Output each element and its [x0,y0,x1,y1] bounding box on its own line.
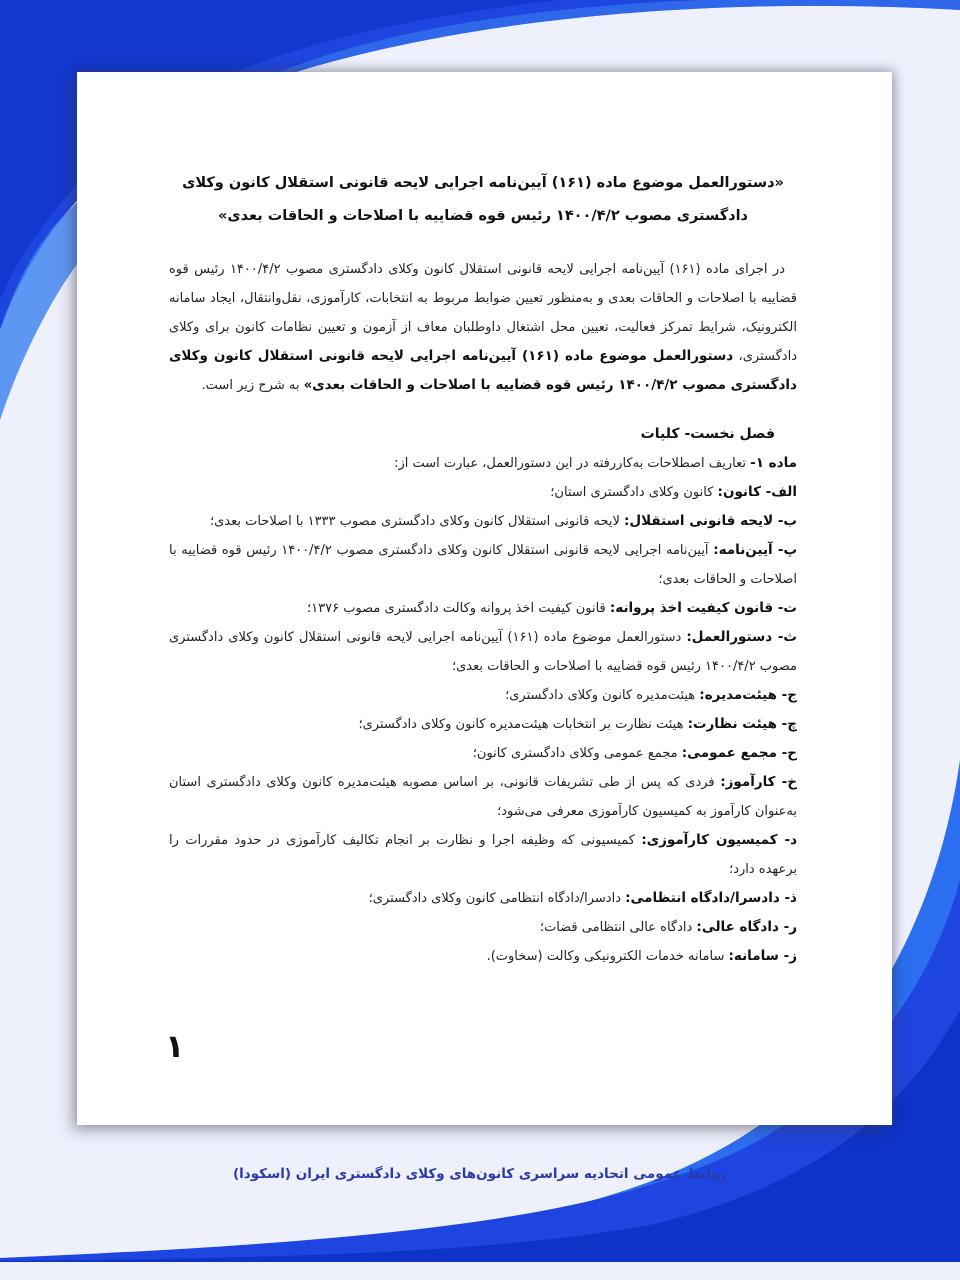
definition-item [169,739,797,768]
definition-item [169,681,797,710]
definition-item [169,594,797,623]
definition-text: لایحه قانونی استقلال کانون وکلای دادگستری مصوب ۱۳۳۳ با اصلاحات بعدی؛ [209,514,625,529]
definition-term: ج- هیئت‌مدیره: [699,687,797,703]
definition-text: هیئت نظارت بر انتخابات هیئت‌مدیره کانون وکلای دادگستری؛ [358,717,688,732]
definition-item [169,768,797,826]
definition-text: قانون کیفیت اخذ پروانه وکالت دادگستری مصوب ۱۳۷۶؛ [306,601,610,616]
definition-term: الف- کانون: [717,484,797,500]
document-title: «دستورالعمل موضوع ماده (۱۶۱) آیین‌نامه اجرایی لایحه قانونی استقلال کانون وکلای دادگستری مصوب ۱۴۰۰/۴/۲ رئیس قوه قضاییه با اصلاحات و الحاقات بعدی» [182,175,784,224]
definition-text: سامانه خدمات الکترونیکی وکالت (سخاوت). [486,949,729,964]
definition-text: دادسرا/دادگاه انتظامی کانون وکلای دادگستری؛ [368,891,626,906]
intro-bold-text: دستورالعمل موضوع ماده (۱۶۱) آیین‌نامه اجرایی لایحه قانونی استقلال کانون وکلای دادگستری مصوب ۱۴۰۰/۴/۲ رئیس قوه قضاییه با اصلاحات و الحاقات بعدی» [169,348,797,393]
definition-term: ب- لایحه قانونی استقلال: [624,513,797,529]
article-1 [169,449,797,478]
definition-item [169,884,797,913]
article-text: تعاریف اصطلاحات به‌کاررفته در این دستورالعمل، عبارت است از: [394,456,751,471]
definition-term: خ- کارآموز: [720,774,797,790]
definition-item [169,623,797,681]
definition-item [169,507,797,536]
definition-text: دستورالعمل موضوع ماده (۱۶۱) آیین‌نامه اجرایی لایحه قانونی استقلال کانون وکلای دادگستری مصوب ۱۴۰۰/۴/۲ رئیس قوه قضاییه با اصلاحات و الحاقات بعدی؛ [169,630,797,674]
definition-term: ز- سامانه: [728,948,797,964]
definition-item [169,826,797,884]
definition-item [169,478,797,507]
definition-item [169,913,797,942]
definition-item [169,942,797,971]
definition-term: د- کمیسیون کارآموزی: [641,832,798,848]
definition-term: ر- دادگاه عالی: [696,919,797,935]
document-content [169,167,797,971]
intro-text: در اجرای ماده (۱۶۱) آیین‌نامه اجرایی لایحه قانونی استقلال کانون وکلای دادگستری مصوب ۱۴۰۰/۴/۲ رئیس قوه قضاییه با اصلاحات و الحاقات بعدی و به‌منظور تعیین ضوابط مربوط به انتخابات، کارآموزی، نقل‌وانتقال، ایجاد سامانه الکترونیک، شرایط تمرکز فعالیت، تعیین محل اشتغال داوطلبان معاف از آزمون و تعیین نظامات کانون برای وکلای دادگستری، [169,262,797,364]
definition-text: هیئت‌مدیره کانون وکلای دادگستری؛ [505,688,700,703]
definition-text: کانون وکلای دادگستری استان؛ [550,485,718,500]
definition-item [169,536,797,594]
definition-term: ح- مجمع عمومی: [681,745,797,761]
definition-term: ث- دستورالعمل: [686,629,797,645]
definition-item [169,710,797,739]
footer-credit: روابط عمومی اتحادیه سراسری کانون‌های وکلای دادگستری ایران (اسکودا) [232,1166,728,1182]
document-page [77,72,892,1125]
definition-term: ذ- دادسرا/دادگاه انتظامی: [625,890,797,906]
definition-text: مجمع عمومی وکلای دادگستری کانون؛ [472,746,682,761]
definition-term: چ- هیئت نظارت: [687,716,797,732]
definition-text: دادگاه عالی انتظامی قضات؛ [539,920,697,935]
intro-paragraph [169,255,797,400]
intro-text-end: به شرح زیر است. [201,378,304,393]
definition-term: پ- آیین‌نامه: [713,542,798,558]
definition-text: آیین‌نامه اجرایی لایحه قانونی استقلال کانون وکلای دادگستری مصوب ۱۴۰۰/۴/۲ رئیس قوه قضاییه با اصلاحات و الحاقات بعدی؛ [169,543,797,587]
article-label: ماده ۱- [750,455,797,471]
page-number: ۱ [165,1027,185,1065]
definition-term: ت- قانون کیفیت اخذ پروانه: [609,600,797,616]
chapter-heading: فصل نخست- کلیات [640,426,775,442]
definition-text: فردی که پس از طی تشریفات قانونی، بر اساس مصوبه هیئت‌مدیره کانون وکلای دادگستری استان به‌عنوان کارآموز به کمیسیون کارآموزی معرفی می‌شود؛ [169,775,797,819]
definition-text: کمیسیونی که وظیفه اجرا و نظارت بر انجام تکالیف کارآموزی در حدود مقررات را برعهده دارد؛ [169,833,797,877]
